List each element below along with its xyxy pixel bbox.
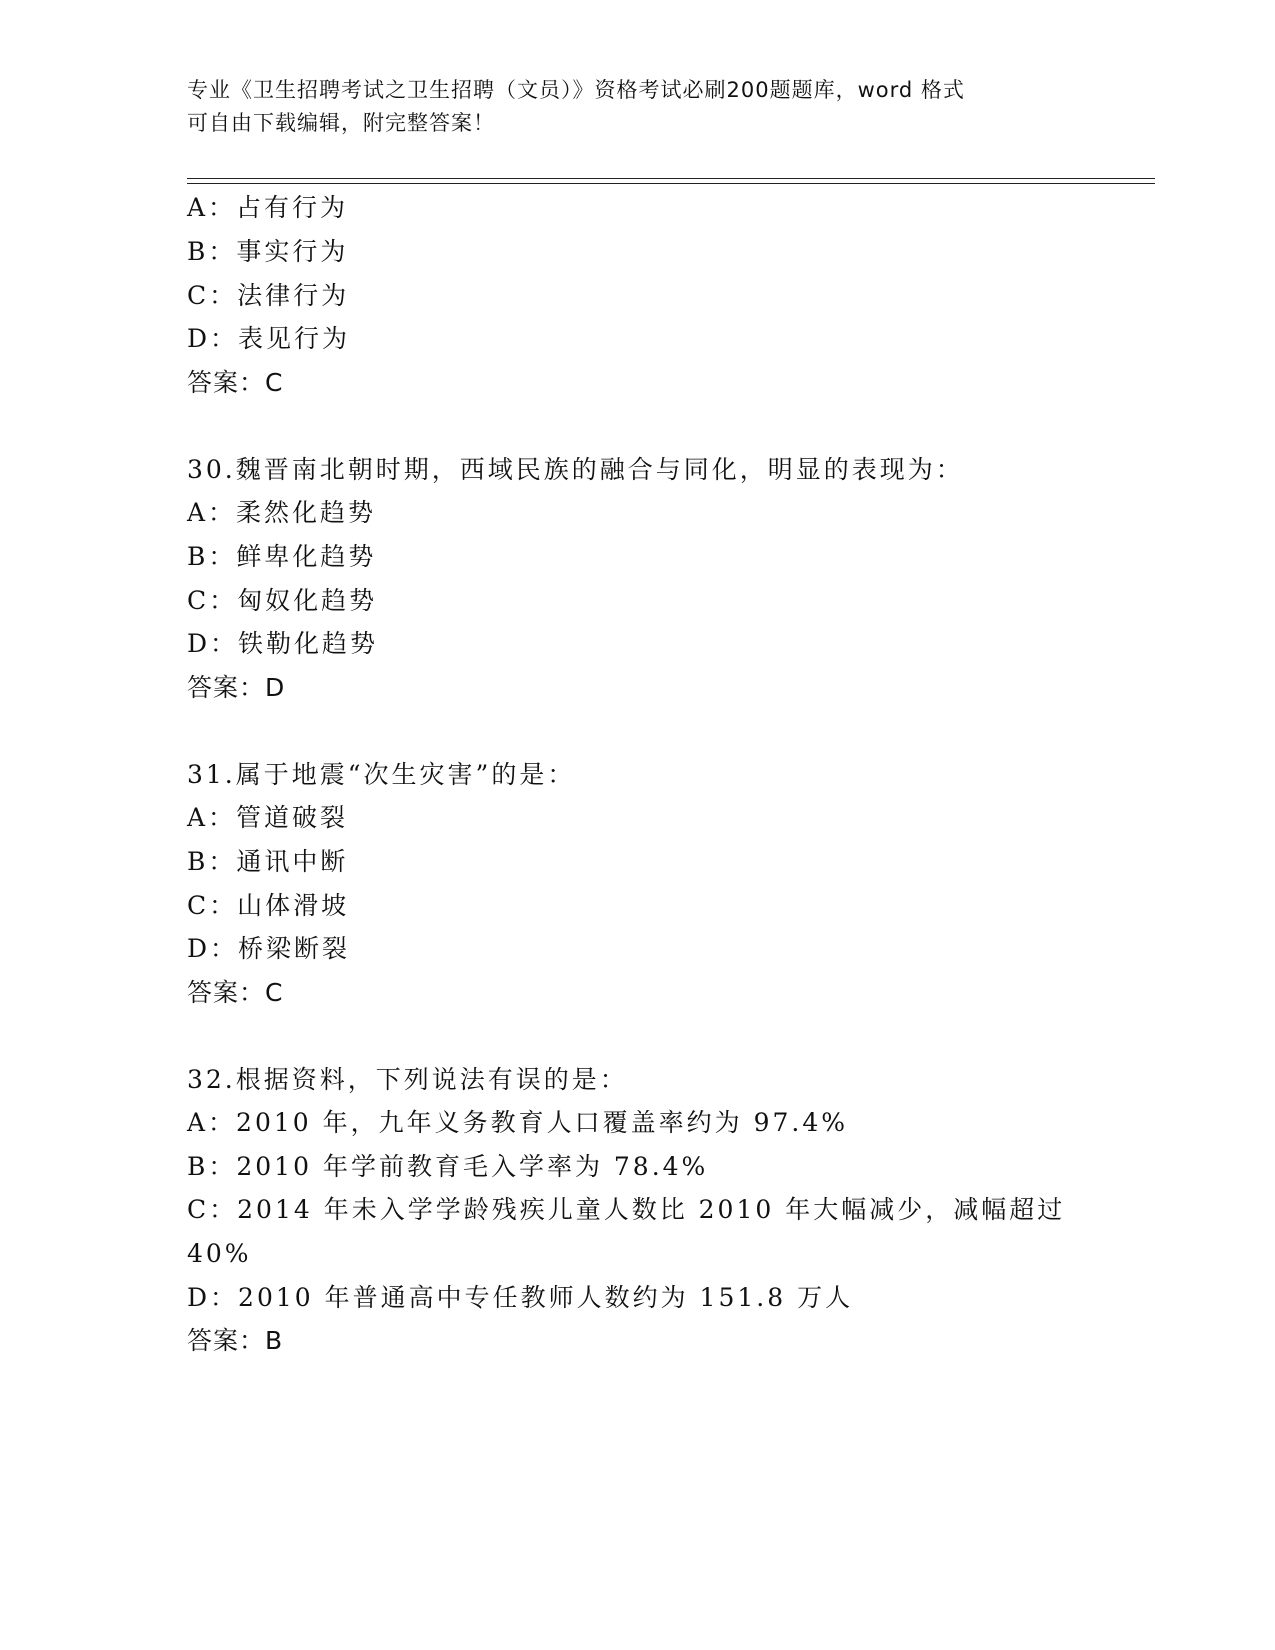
header-divider-bottom (187, 183, 1155, 184)
document-header (187, 74, 1067, 140)
q32-question: 32.根据资料，下列说法有误的是： (187, 1065, 628, 1094)
q31-option-b: B：通讯中断 (187, 847, 349, 876)
q30-option-d: D：铁勒化趋势 (187, 629, 379, 658)
q31-option-c: C：山体滑坡 (187, 891, 350, 920)
q32-option-c: C：2014 年未入学学龄残疾儿童人数比 2010 年大幅减少，减幅超过 (187, 1195, 1066, 1224)
header-line-2: 可自由下载编辑，附完整答案！ (187, 111, 495, 135)
header-divider-top (187, 178, 1155, 179)
q31-option-a: A：管道破裂 (187, 803, 349, 832)
q29-option-a: A：占有行为 (187, 193, 349, 222)
q32-option-b: B：2010 年学前教育毛入学率为 78.4% (187, 1152, 709, 1181)
q32-option-d: D：2010 年普通高中专任教师人数约为 151.8 万人 (187, 1283, 854, 1312)
q29-option-b: B：事实行为 (187, 237, 349, 266)
q32-option-c-continued: 40% (187, 1239, 252, 1268)
q31-option-d: D：桥梁断裂 (187, 934, 351, 963)
q29-option-c: C：法律行为 (187, 281, 350, 310)
q30-option-c: C：匈奴化趋势 (187, 586, 378, 615)
q32-option-a: A：2010 年，九年义务教育人口覆盖率约为 97.4% (187, 1108, 848, 1137)
q30-answer: 答案：D (187, 673, 286, 702)
q31-question: 31.属于地震“次生灾害”的是： (187, 760, 576, 789)
q31-answer: 答案：C (187, 978, 284, 1007)
header-line-1: 专业《卫生招聘考试之卫生招聘（文员）》资格考试必刷200题题库，word 格式 (187, 78, 965, 102)
q30-option-b: B：鲜卑化趋势 (187, 542, 377, 571)
q29-answer: 答案：C (187, 368, 284, 397)
q32-answer: 答案：B (187, 1326, 284, 1355)
q30-option-a: A：柔然化趋势 (187, 498, 377, 527)
q29-option-d: D：表见行为 (187, 324, 351, 353)
q30-question: 30.魏晋南北朝时期，西域民族的融合与同化，明显的表现为： (187, 455, 964, 484)
